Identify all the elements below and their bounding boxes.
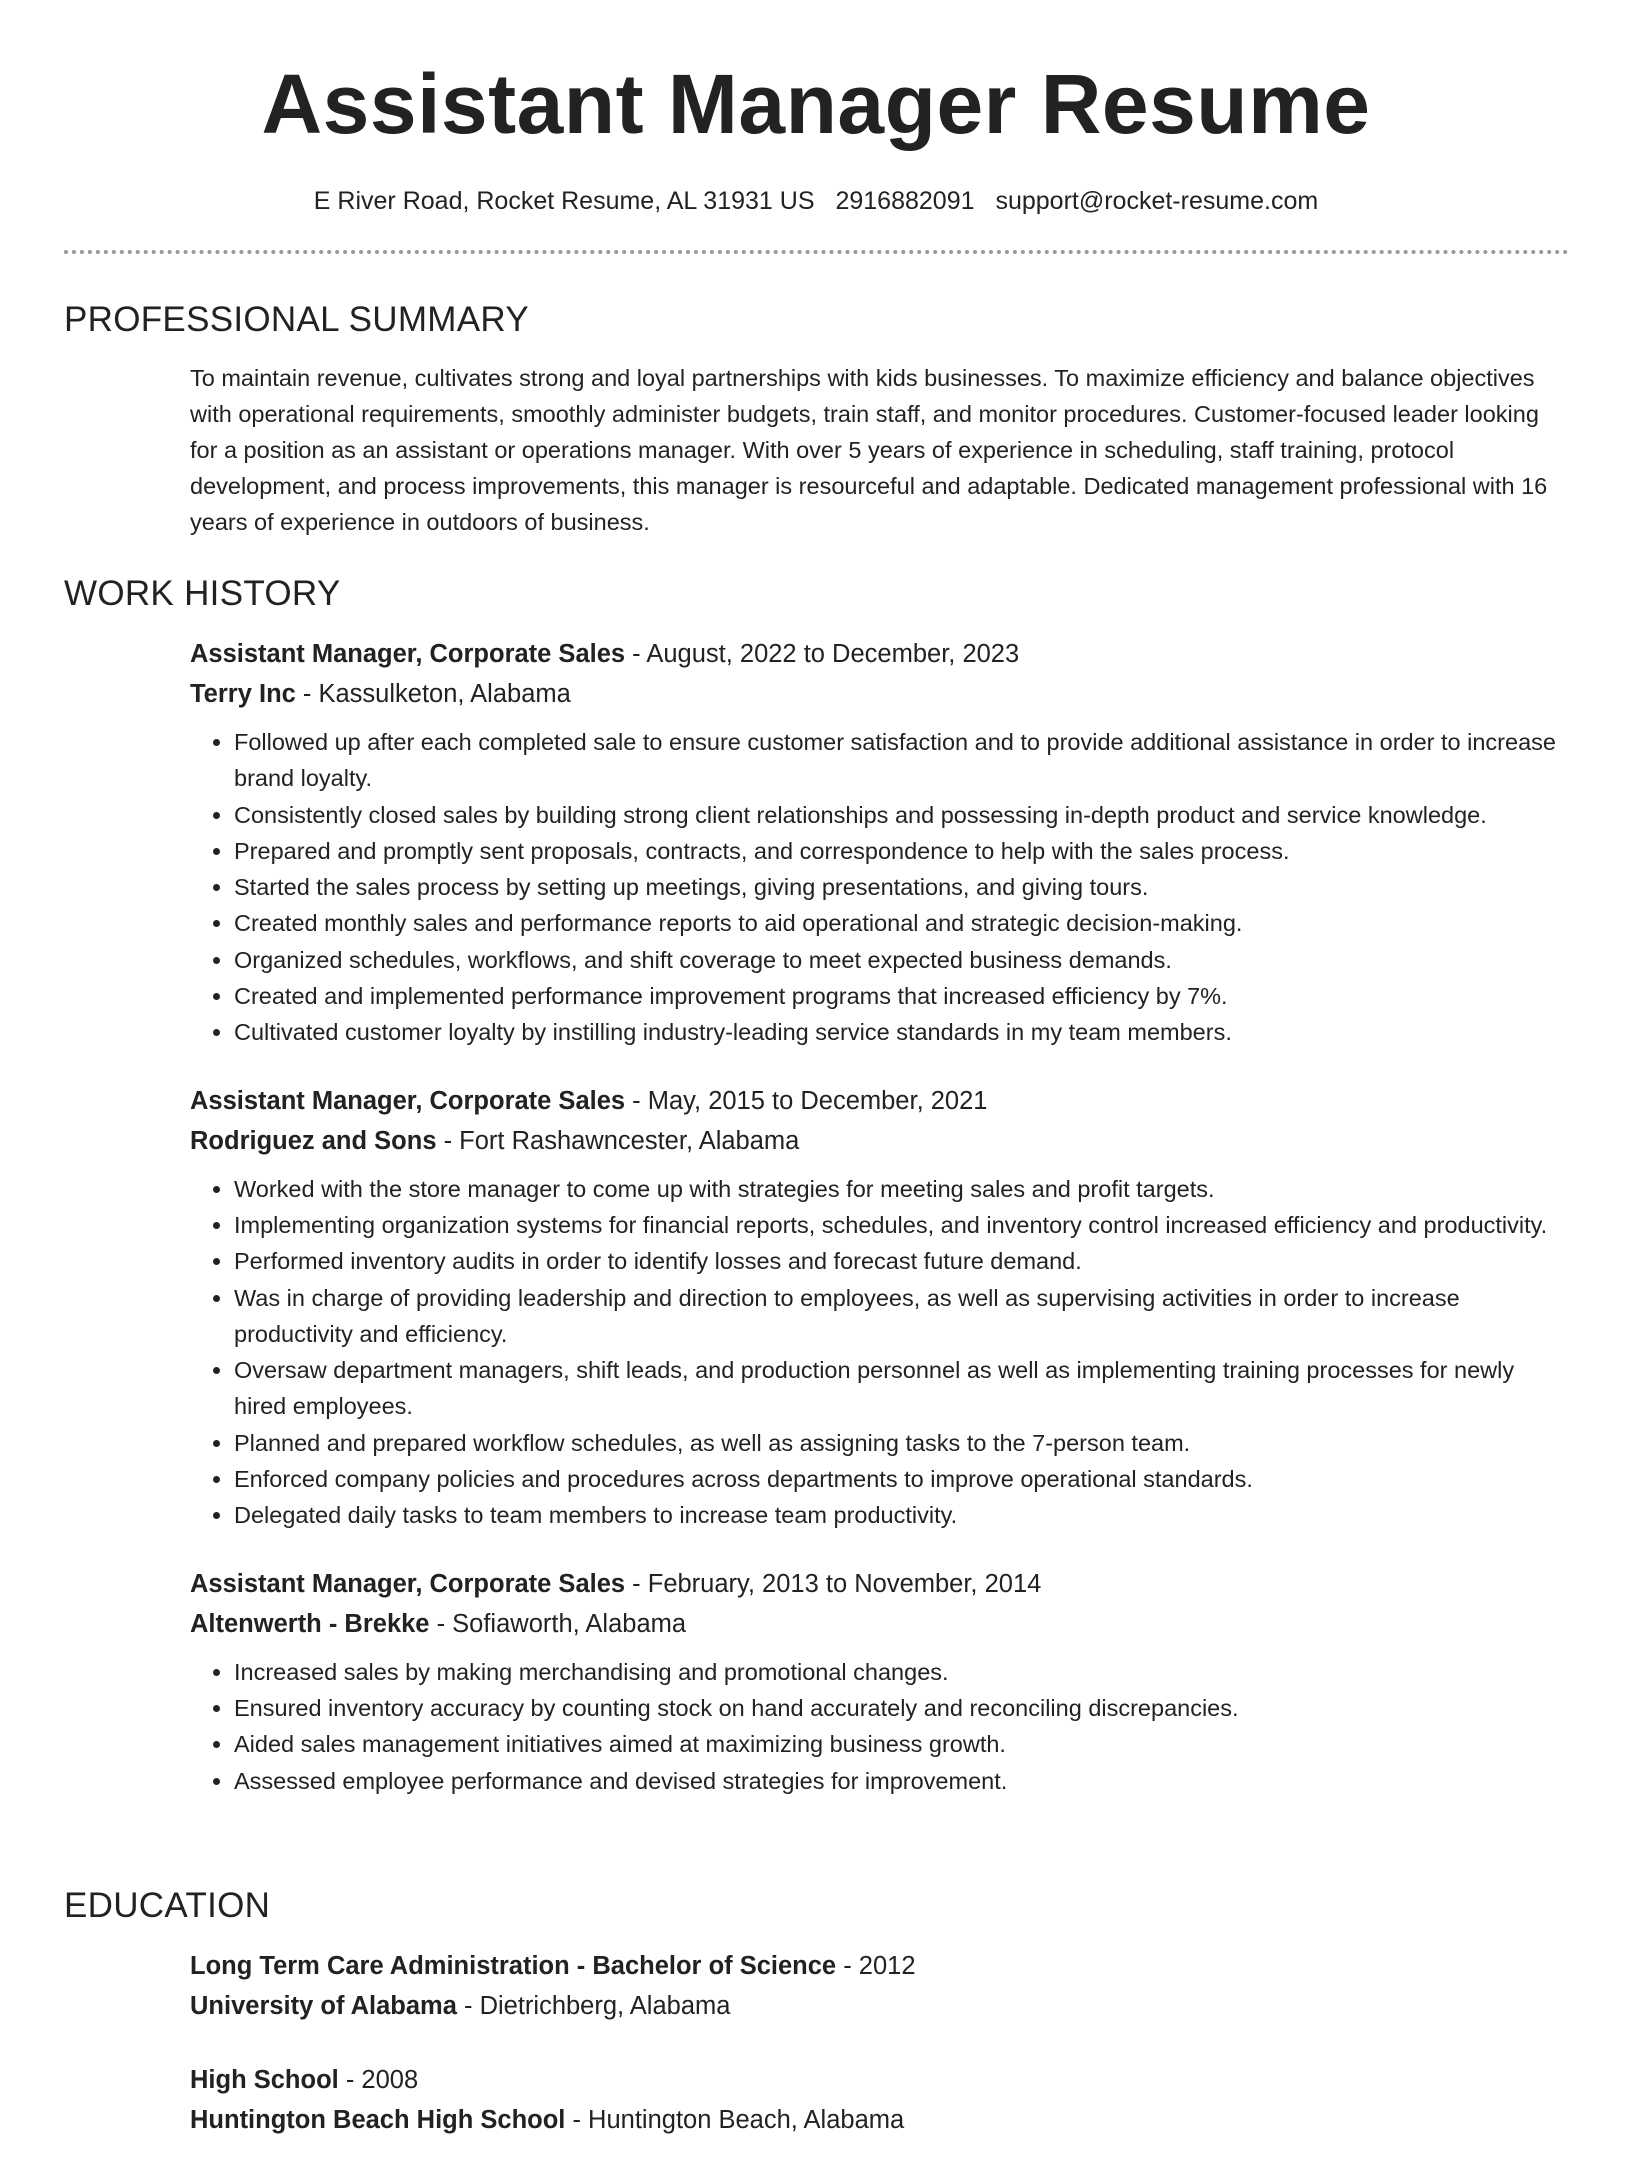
job-role: Assistant Manager, Corporate Sales <box>190 1086 626 1115</box>
summary-section <box>64 298 1569 540</box>
job-bullets <box>190 1171 1569 1534</box>
degree-name: Long Term Care Administration - Bachelor of Science <box>190 1952 837 1980</box>
job-bullet: • Started the sales process by setting up meetings, giving presentations, and giving tours. <box>234 869 1569 905</box>
work-history-section <box>64 572 1569 1829</box>
job-bullet: • Followed up after each completed sale to ensure customer satisfaction and to provide additional assistance in order to increase brand loyalty. <box>234 724 1569 797</box>
contact-line <box>0 184 1632 218</box>
job-bullets <box>190 724 1569 1051</box>
job-bullet: • Planned and prepared workflow schedules, as well as assigning tasks to the 7-person team. <box>234 1425 1569 1461</box>
education-heading: EDUCATION <box>64 1886 271 1925</box>
job-dates: - February, 2013 to November, 2014 <box>625 1569 1042 1598</box>
job-entry <box>190 634 1569 1051</box>
job-entry <box>190 1564 1569 1799</box>
school-name: University of Alabama <box>190 1992 457 2020</box>
job-dates: - May, 2015 to December, 2021 <box>625 1086 988 1115</box>
job-bullet: • Assessed employee performance and devised strategies for improvement. <box>234 1763 1569 1799</box>
job-company: Terry Inc <box>190 680 296 708</box>
school-line <box>190 1986 1569 2026</box>
summary-heading: PROFESSIONAL SUMMARY <box>64 300 529 339</box>
job-bullet: • Implementing organization systems for financial reports, schedules, and inventory control increased efficiency and productivity. <box>234 1207 1569 1243</box>
job-role: Assistant Manager, Corporate Sales <box>190 1569 626 1598</box>
job-company-line <box>190 674 1569 714</box>
page-title: Assistant Manager Resume <box>261 57 1371 151</box>
job-company-line <box>190 1121 1569 1161</box>
job-bullet: • Enforced company policies and procedures across departments to improve operational standards. <box>234 1461 1569 1497</box>
job-bullet: • Ensured inventory accuracy by counting stock on hand accurately and reconciling discrepancies. <box>234 1690 1569 1726</box>
job-company: Rodriguez and Sons <box>190 1126 437 1155</box>
work-history-heading: WORK HISTORY <box>64 574 341 613</box>
job-bullets <box>190 1654 1569 1799</box>
job-bullet: • Delegated daily tasks to team members to increase team productivity. <box>234 1497 1569 1533</box>
school-location: - Huntington Beach, Alabama <box>565 2106 905 2134</box>
job-bullet: • Created and implemented performance improvement programs that increased efficiency by 7%. <box>234 978 1569 1014</box>
job-bullet: • Worked with the store manager to come up with strategies for meeting sales and profit targets. <box>234 1171 1569 1207</box>
job-location: - Kassulketon, Alabama <box>295 680 571 708</box>
resume-header <box>0 0 1632 218</box>
job-bullet: • Aided sales management initiatives aimed at maximizing business growth. <box>234 1726 1569 1762</box>
job-bullet: • Organized schedules, workflows, and shift coverage to meet expected business demands. <box>234 942 1569 978</box>
job-bullet: • Cultivated customer loyalty by instilling industry-leading service standards in my team members. <box>234 1014 1569 1050</box>
education-body <box>190 1946 1569 2140</box>
education-section <box>64 1884 1569 2174</box>
contact-address: E River Road, Rocket Resume, AL 31931 US <box>313 187 815 215</box>
job-dates: - August, 2022 to December, 2023 <box>625 640 1020 668</box>
degree-name: High School <box>190 2066 339 2094</box>
job-role: Assistant Manager, Corporate Sales <box>190 640 626 668</box>
contact-email: support@rocket-resume.com <box>995 187 1319 215</box>
school-name: Huntington Beach High School <box>190 2106 566 2134</box>
job-title-line <box>190 1564 1569 1604</box>
job-bullet: • Created monthly sales and performance reports to aid operational and strategic decision-making. <box>234 905 1569 941</box>
degree-line <box>190 1946 1569 1986</box>
work-history-body <box>190 634 1569 1799</box>
job-bullet: • Increased sales by making merchandising and promotional changes. <box>234 1654 1569 1690</box>
job-company-line <box>190 1604 1569 1644</box>
degree-year: - 2012 <box>836 1952 916 1980</box>
education-entry <box>190 1946 1569 2026</box>
header-divider <box>64 250 1569 254</box>
education-entry <box>190 2060 1569 2140</box>
job-location: - Sofiaworth, Alabama <box>429 1609 687 1638</box>
job-bullet: • Prepared and promptly sent proposals, contracts, and correspondence to help with the sales process. <box>234 833 1569 869</box>
job-bullet: • Performed inventory audits in order to identify losses and forecast future demand. <box>234 1243 1569 1279</box>
job-bullet: • Oversaw department managers, shift leads, and production personnel as well as implementing training processes for newly hired employees. <box>234 1352 1569 1425</box>
contact-phone: 2916882091 <box>835 187 975 215</box>
summary-text: To maintain revenue, cultivates strong and loyal partnerships with kids businesses. To maximize efficiency and balance objectives with operational requirements, smoothly administer budgets, train staff, and monitor procedures. Customer-focused leader looking for a position as an assistant or operations manager. With over 5 years of experience in scheduling, staff training, protocol development, and process improvements, this manager is resourceful and adaptable. Dedicated management professional with 16 years of experience in outdoors of business. <box>190 365 1548 535</box>
job-bullet: • Was in charge of providing leadership and direction to employees, as well as supervising activities in order to increase productivity and efficiency. <box>234 1280 1569 1353</box>
school-line <box>190 2100 1569 2140</box>
job-title-line <box>190 1081 1569 1121</box>
job-bullet: • Consistently closed sales by building strong client relationships and possessing in-depth product and service knowledge. <box>234 797 1569 833</box>
degree-year: - 2008 <box>338 2066 419 2094</box>
job-company: Altenwerth - Brekke <box>190 1609 430 1638</box>
degree-line <box>190 2060 1569 2100</box>
job-title-line <box>190 634 1569 674</box>
school-location: - Dietrichberg, Alabama <box>456 1992 731 2020</box>
summary-body <box>190 360 1569 540</box>
job-entry <box>190 1081 1569 1534</box>
job-location: - Fort Rashawncester, Alabama <box>436 1126 800 1155</box>
